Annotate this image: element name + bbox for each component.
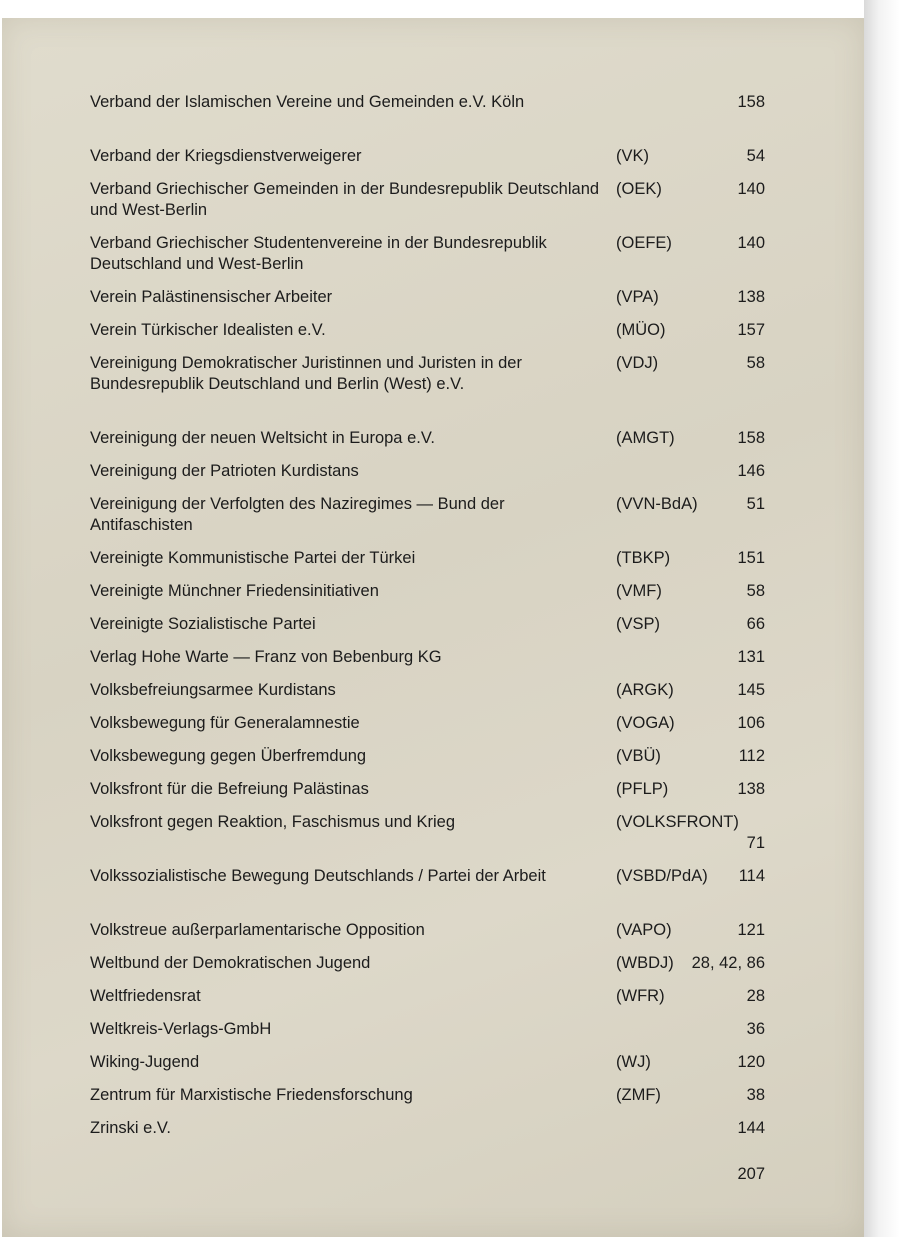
entry-page: 58 [746, 582, 765, 600]
entry-name: Weltkreis-Verlags-GmbH [90, 1020, 272, 1038]
entry-name: Volksbefreiungsarmee Kurdistans [90, 681, 336, 699]
entry-name: Vereinigte Kommunistische Partei der Türkei [90, 549, 416, 567]
entry-abbreviation: (OEK) [616, 180, 662, 198]
entry-abbreviation: (VDJ) [616, 354, 659, 372]
entry-name: Volksbewegung gegen Überfremdung [90, 747, 367, 765]
entry-page: 51 [746, 495, 765, 513]
entry-name: Zrinski e.V. [90, 1119, 172, 1137]
index-entry [90, 548, 780, 581]
entry-page: 58 [746, 354, 765, 372]
entry-abbreviation: (VSBD/PdA) [616, 867, 708, 885]
index-entry [90, 680, 780, 713]
entry-name: Vereinigte Sozialistische Partei [90, 615, 316, 633]
index-entry [90, 647, 780, 680]
entry-abbreviation: (AMGT) [616, 429, 675, 447]
entry-abbreviation: (VBÜ) [616, 747, 661, 765]
entry-page: 158 [737, 93, 765, 111]
index-entry [90, 920, 780, 953]
entry-page: 158 [737, 429, 765, 447]
entry-name: Volksfront gegen Reaktion, Faschismus und Krieg [90, 813, 456, 831]
entry-page: 120 [737, 1053, 765, 1071]
entry-page: 106 [737, 714, 765, 732]
index-entry [90, 1085, 780, 1118]
index-entry [90, 713, 780, 746]
entry-abbreviation: (WJ) [616, 1053, 651, 1071]
entry-name: Volkssozialistische Bewegung Deutschlands / Partei der Arbeit [90, 867, 546, 885]
entry-name: Verband der Islamischen Vereine und Gemeinden e.V. Köln [90, 93, 525, 111]
entry-page: 28 [746, 987, 765, 1005]
index-entry [90, 92, 780, 146]
index-list [90, 92, 780, 1151]
entry-abbreviation: (VMF) [616, 582, 662, 600]
entry-page: 145 [737, 681, 765, 699]
entry-abbreviation: (VSP) [616, 615, 661, 633]
index-entry [90, 953, 780, 986]
index-entry [90, 353, 780, 428]
index-entry [90, 1019, 780, 1052]
entry-page: 146 [737, 462, 765, 480]
entry-abbreviation: (TBKP) [616, 549, 671, 567]
index-entry [90, 779, 780, 812]
entry-page: 38 [746, 1086, 765, 1104]
scan-margin [864, 0, 900, 1237]
entry-abbreviation: (MÜO) [616, 321, 666, 339]
index-entry [90, 179, 780, 233]
entry-name: Verein Palästinensischer Arbeiter [90, 288, 333, 306]
entry-name: Verlag Hohe Warte — Franz von Bebenburg KG [90, 648, 442, 666]
index-entry [90, 320, 780, 353]
entry-abbreviation: (VK) [616, 147, 649, 165]
index-entry [90, 428, 780, 461]
index-entry [90, 1118, 780, 1151]
index-entry [90, 233, 780, 287]
entry-page: 66 [746, 615, 765, 633]
index-entry [90, 1052, 780, 1085]
index-entry [90, 461, 780, 494]
entry-abbreviation: (VAPO) [616, 921, 672, 939]
entry-page: 71 [746, 834, 765, 852]
entry-abbreviation: (VOLKSFRONT) [616, 813, 739, 831]
entry-name: Verband Griechischer Gemeinden in der Bundesrepublik Deutschland und West-Berlin [90, 180, 600, 219]
entry-name: Verband der Kriegsdienstverweigerer [90, 147, 362, 165]
entry-name: Volksbewegung für Generalamnestie [90, 714, 360, 732]
entry-abbreviation: (VOGA) [616, 714, 675, 732]
index-entry [90, 614, 780, 647]
entry-page: 157 [737, 321, 765, 339]
entry-page: 144 [737, 1119, 765, 1137]
entry-abbreviation: (WBDJ) [616, 954, 674, 972]
entry-abbreviation: (VPA) [616, 288, 659, 306]
entry-page: 131 [737, 648, 765, 666]
entry-name: Verband Griechischer Studentenvereine in der Bundesrepublik Deutschland und West-Berlin [90, 234, 547, 273]
entry-name: Vereinigung Demokratischer Juristinnen und Juristen in der Bundesrepublik Deutschland und Berlin (West) e.V. [90, 354, 522, 393]
index-entry [90, 746, 780, 779]
index-entry [90, 494, 780, 548]
entry-name: Volkstreue außerparlamentarische Opposition [90, 921, 425, 939]
entry-name: Weltbund der Demokratischen Jugend [90, 954, 371, 972]
entry-page: 114 [738, 867, 765, 885]
index-entry [90, 146, 780, 179]
entry-name: Vereinigung der Patrioten Kurdistans [90, 462, 359, 480]
entry-name: Vereinigung der neuen Weltsicht in Europa e.V. [90, 429, 435, 447]
index-entry [90, 287, 780, 320]
entry-name: Weltfriedensrat [90, 987, 201, 1005]
entry-page: 54 [746, 147, 765, 165]
entry-name: Volksfront für die Befreiung Palästinas [90, 780, 369, 798]
entry-name: Verein Türkischer Idealisten e.V. [90, 321, 326, 339]
entry-abbreviation: (ZMF) [616, 1086, 661, 1104]
entry-abbreviation: (PFLP) [616, 780, 669, 798]
entry-abbreviation: (ARGK) [616, 681, 674, 699]
entry-page: 28, 42, 86 [691, 954, 765, 972]
index-entry [90, 581, 780, 614]
index-entry [90, 866, 780, 920]
entry-name: Zentrum für Marxistische Friedensforschung [90, 1086, 413, 1104]
entry-page: 36 [746, 1020, 765, 1038]
entry-abbreviation: (VVN-BdA) [616, 495, 698, 513]
entry-page: 140 [737, 234, 765, 252]
entry-page: 121 [737, 921, 765, 939]
entry-page: 140 [737, 180, 765, 198]
entry-name: Vereinigung der Verfolgten des Naziregimes — Bund der Antifaschisten [90, 495, 505, 534]
index-entry [90, 986, 780, 1019]
entry-name: Vereinigte Münchner Friedensinitiativen [90, 582, 379, 600]
index-entry [90, 812, 780, 866]
entry-page: 112 [738, 747, 765, 765]
page-number: 207 [737, 1165, 765, 1183]
entry-abbreviation: (WFR) [616, 987, 665, 1005]
entry-abbreviation: (OEFE) [616, 234, 672, 252]
entry-page: 138 [737, 780, 765, 798]
entry-page: 151 [737, 549, 765, 567]
entry-name: Wiking-Jugend [90, 1053, 200, 1071]
entry-page: 138 [737, 288, 765, 306]
